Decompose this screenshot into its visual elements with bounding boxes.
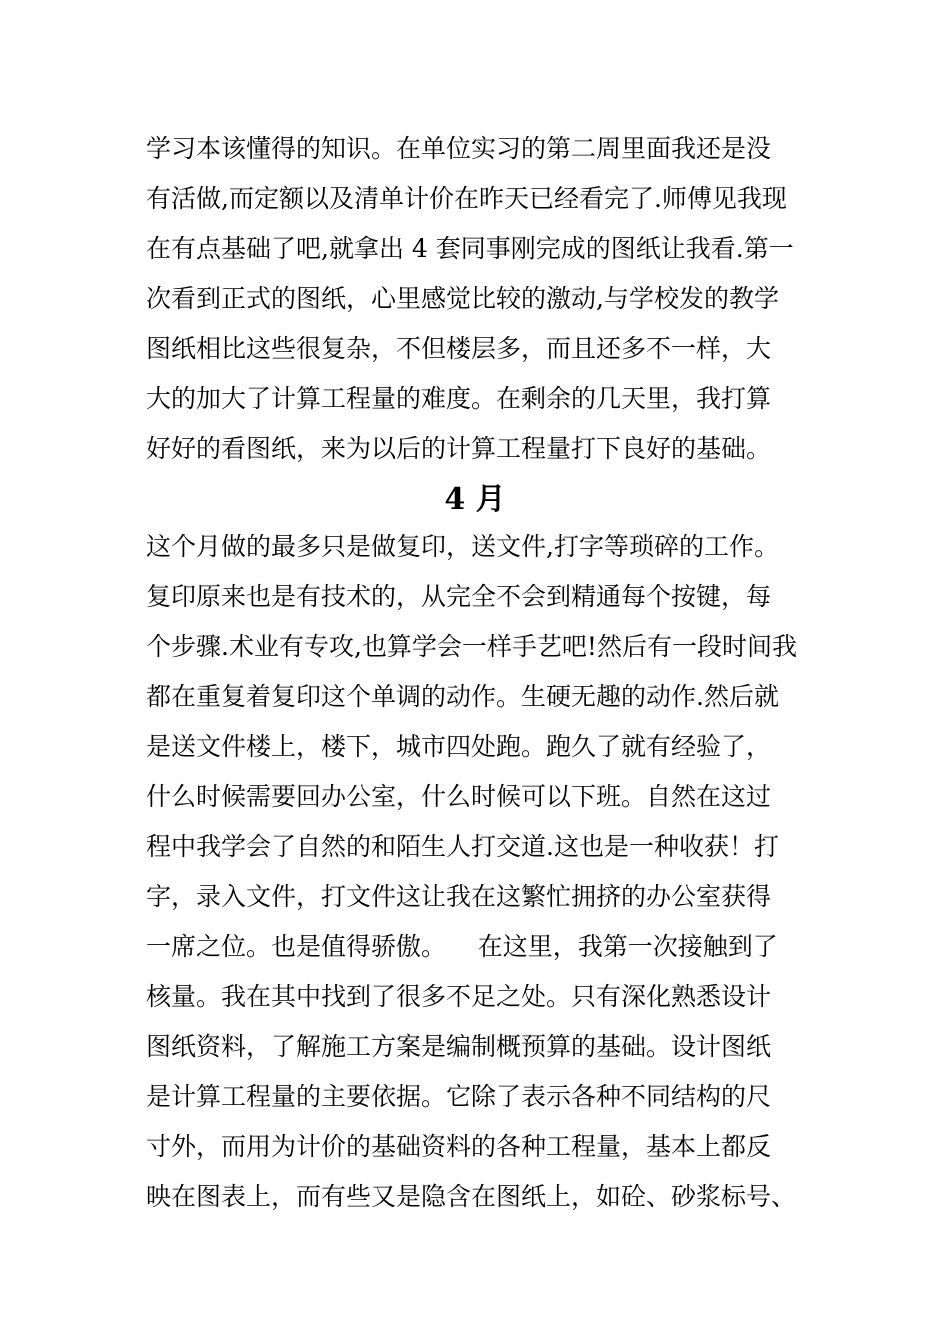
text-line: 是计算工程量的主要依据。它除了表示各种不同结构的尺 xyxy=(146,1082,772,1111)
text-line: 映在图表上，而有些又是隐含在图纸上，如砼、砂浆标号、 xyxy=(146,1182,797,1211)
text-line: 有活做,而定额以及清单计价在昨天已经看完了.师傅见我现 xyxy=(146,184,787,213)
text-line: 图纸相比这些很复杂，不但楼层多，而且还多不一样，大 xyxy=(146,334,772,363)
text-line: 程中我学会了自然的和陌生人打交道.这也是一种收获！打 xyxy=(146,832,779,861)
text-line: 核量。我在其中找到了很多不足之处。只有深化熟悉设计 xyxy=(146,982,772,1011)
text-line: 寸外，而用为计价的基础资料的各种工程量，基本上都反 xyxy=(146,1132,772,1161)
text-line: 次看到正式的图纸，心里感觉比较的激动,与学校发的教学 xyxy=(146,284,779,313)
paragraph-april xyxy=(146,522,816,1222)
text-line: 都在重复着复印这个单调的动作。生硬无趣的动作.然后就 xyxy=(146,682,779,711)
text-line: 个步骤.术业有专攻,也算学会一样手艺吧!然后有一段时间我 xyxy=(146,632,797,661)
text-line: 大的加大了计算工程量的难度。在剩余的几天里，我打算 xyxy=(146,384,772,413)
text-line: 图纸资料，了解施工方案是编制概预算的基础。设计图纸 xyxy=(146,1032,772,1061)
text-line: 学习本该懂得的知识。在单位实习的第二周里面我还是没 xyxy=(146,134,772,163)
text-line: 这个月做的最多只是做复印，送文件,打字等琐碎的工作。 xyxy=(146,532,779,561)
text-line: 是送文件楼上，楼下，城市四处跑。跑久了就有经验了， xyxy=(146,732,772,761)
text-line: 复印原来也是有技术的，从完全不会到精通每个按键，每 xyxy=(146,582,772,611)
text-line: 一席之位。也是值得骄傲。 在这里，我第一次接触到了 xyxy=(146,932,778,961)
text-line: 字，录入文件，打文件这让我在这繁忙拥挤的办公室获得 xyxy=(146,882,772,911)
text-line: 好好的看图纸，来为以后的计算工程量打下良好的基础。 xyxy=(146,434,772,463)
text-line: 什么时候需要回办公室，什么时候可以下班。自然在这过 xyxy=(146,782,772,811)
text-line: 在有点基础了吧,就拿出 4 套同事刚完成的图纸让我看.第一 xyxy=(146,234,794,263)
paragraph-before-april xyxy=(146,124,816,474)
section-heading-april: 4 月 xyxy=(444,482,506,517)
